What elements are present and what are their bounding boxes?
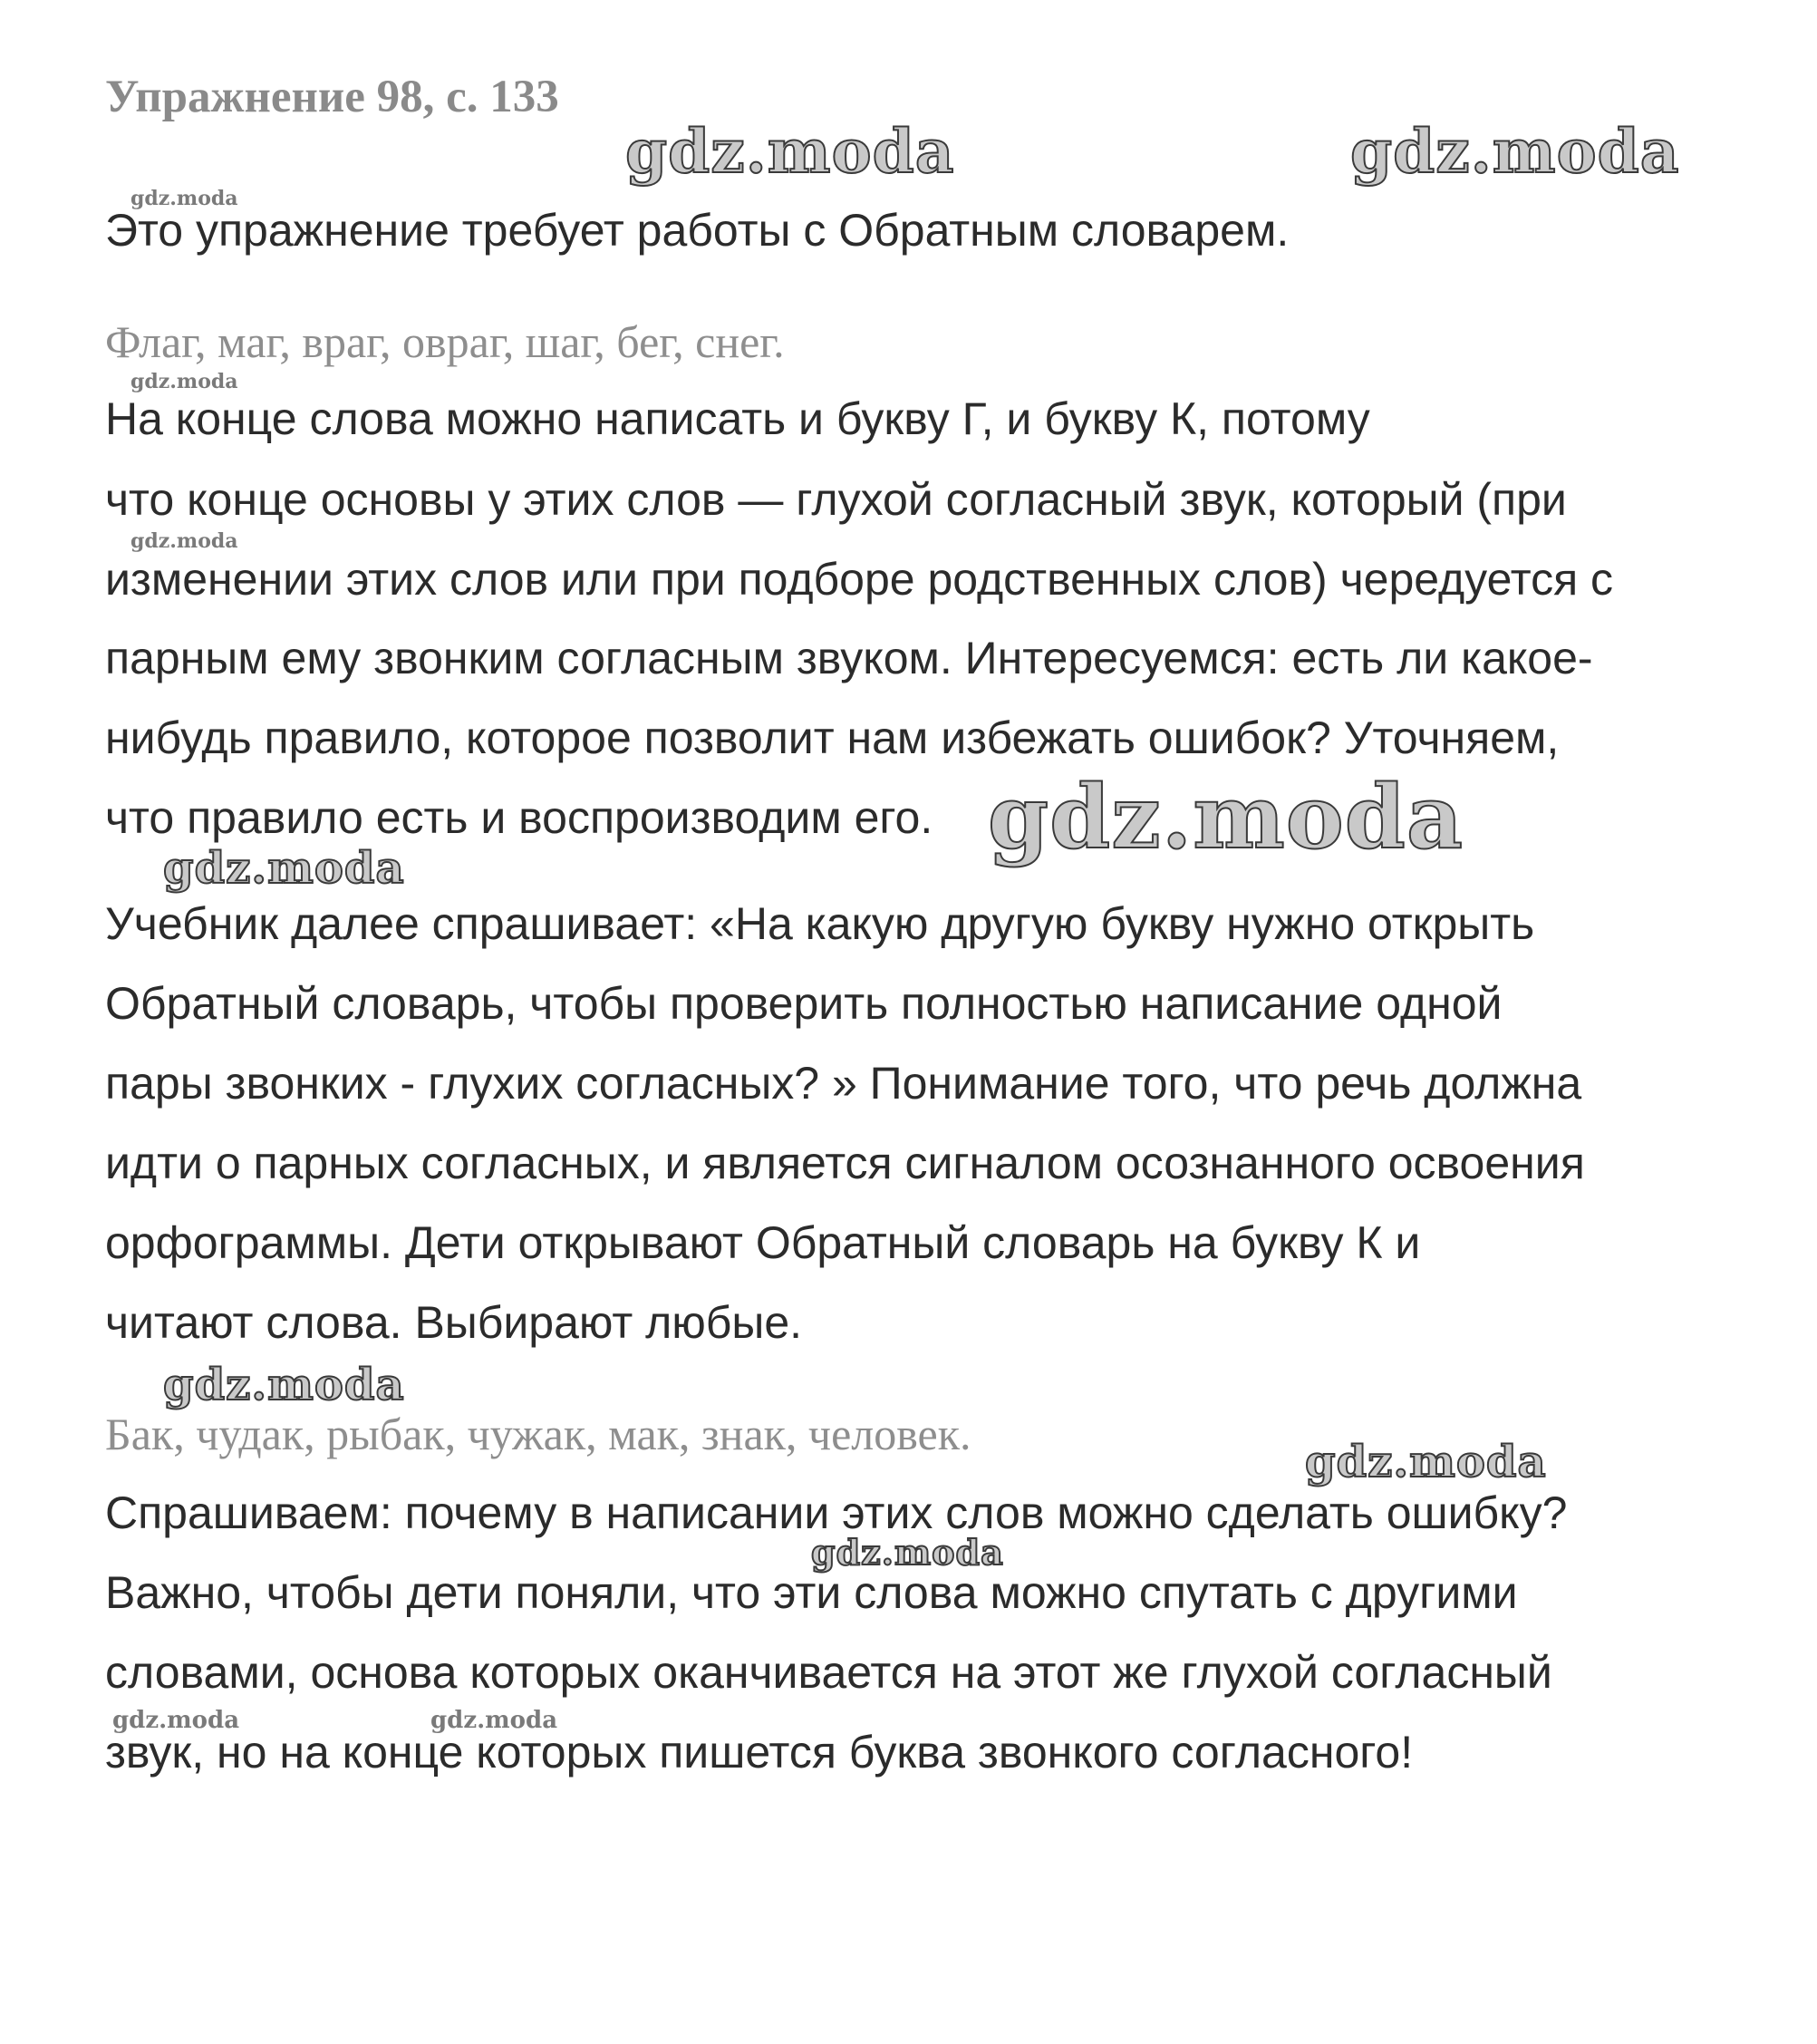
paragraph-conclusion-line: Спрашиваем: почему в написании этих слов можно сделать ошибку? (105, 1487, 1568, 1538)
paragraph-rule-line: что правило есть и воспроизводим его. (105, 792, 933, 843)
watermark-logo: gdz.moda (163, 843, 405, 894)
watermark-logo: gdz.moda (811, 1532, 1004, 1573)
watermark-small: gdz.moda (130, 529, 238, 553)
watermark-logo: gdz.moda (625, 116, 955, 187)
word-list-g: Флаг, маг, враг, овраг, шаг, бег, снег. (105, 316, 785, 367)
watermark-logo: gdz.moda (1305, 1437, 1547, 1487)
paragraph-conclusion-line: Важно, чтобы дети поняли, что эти слова можно спутать с другими (105, 1567, 1518, 1618)
paragraph-conclusion-line: звук, но на конце которых пишется буква звонкого согласного! (105, 1727, 1414, 1778)
watermark-small: gdz.moda (112, 1707, 240, 1734)
paragraph-question-line: идти о парных согласных, и является сигналом осознанного освоения (105, 1138, 1585, 1188)
paragraph-intro: Это упражнение требует работы с Обратным словарем. (105, 205, 1290, 256)
watermark-small: gdz.moda (130, 370, 238, 393)
paragraph-question-line: орфограммы. Дети открывают Обратный словарь на букву К и (105, 1217, 1421, 1268)
exercise-title: Упражнение 98, с. 133 (105, 72, 559, 122)
paragraph-rule-line: парным ему звонким согласным звуком. Интересуемся: есть ли какое- (105, 633, 1593, 683)
paragraph-conclusion-line: словами, основа которых оканчивается на этот же глухой согласный (105, 1647, 1552, 1698)
paragraph-rule-line: что конце основы у этих слов — глухой согласный звук, который (при (105, 474, 1567, 525)
paragraph-question-line: пары звонких - глухих согласных? » Понимание того, что речь должна (105, 1058, 1582, 1109)
watermark-logo: gdz.moda (1350, 116, 1680, 187)
word-list-k: Бак, чудак, рыбак, чужак, мак, знак, человек. (105, 1409, 971, 1459)
paragraph-question-line: Обратный словарь, чтобы проверить полностью написание одной (105, 978, 1503, 1029)
paragraph-question-line: читают слова. Выбирают любые. (105, 1297, 803, 1348)
paragraph-rule-line: На конце слова можно написать и букву Г, и букву К, потому (105, 393, 1370, 444)
watermark-small: gdz.moda (130, 187, 238, 210)
watermark-logo: gdz.moda (988, 766, 1464, 868)
watermark-small: gdz.moda (430, 1707, 558, 1734)
paragraph-rule-line: нибудь правило, которое позволит нам избежать ошибок? Уточняем, (105, 712, 1560, 763)
paragraph-rule-line: изменении этих слов или при подборе родственных слов) чередуется с (105, 554, 1614, 605)
watermark-logo: gdz.moda (163, 1360, 405, 1410)
paragraph-question-line: Учебник далее спрашивает: «На какую другую букву нужно открыть (105, 898, 1535, 949)
